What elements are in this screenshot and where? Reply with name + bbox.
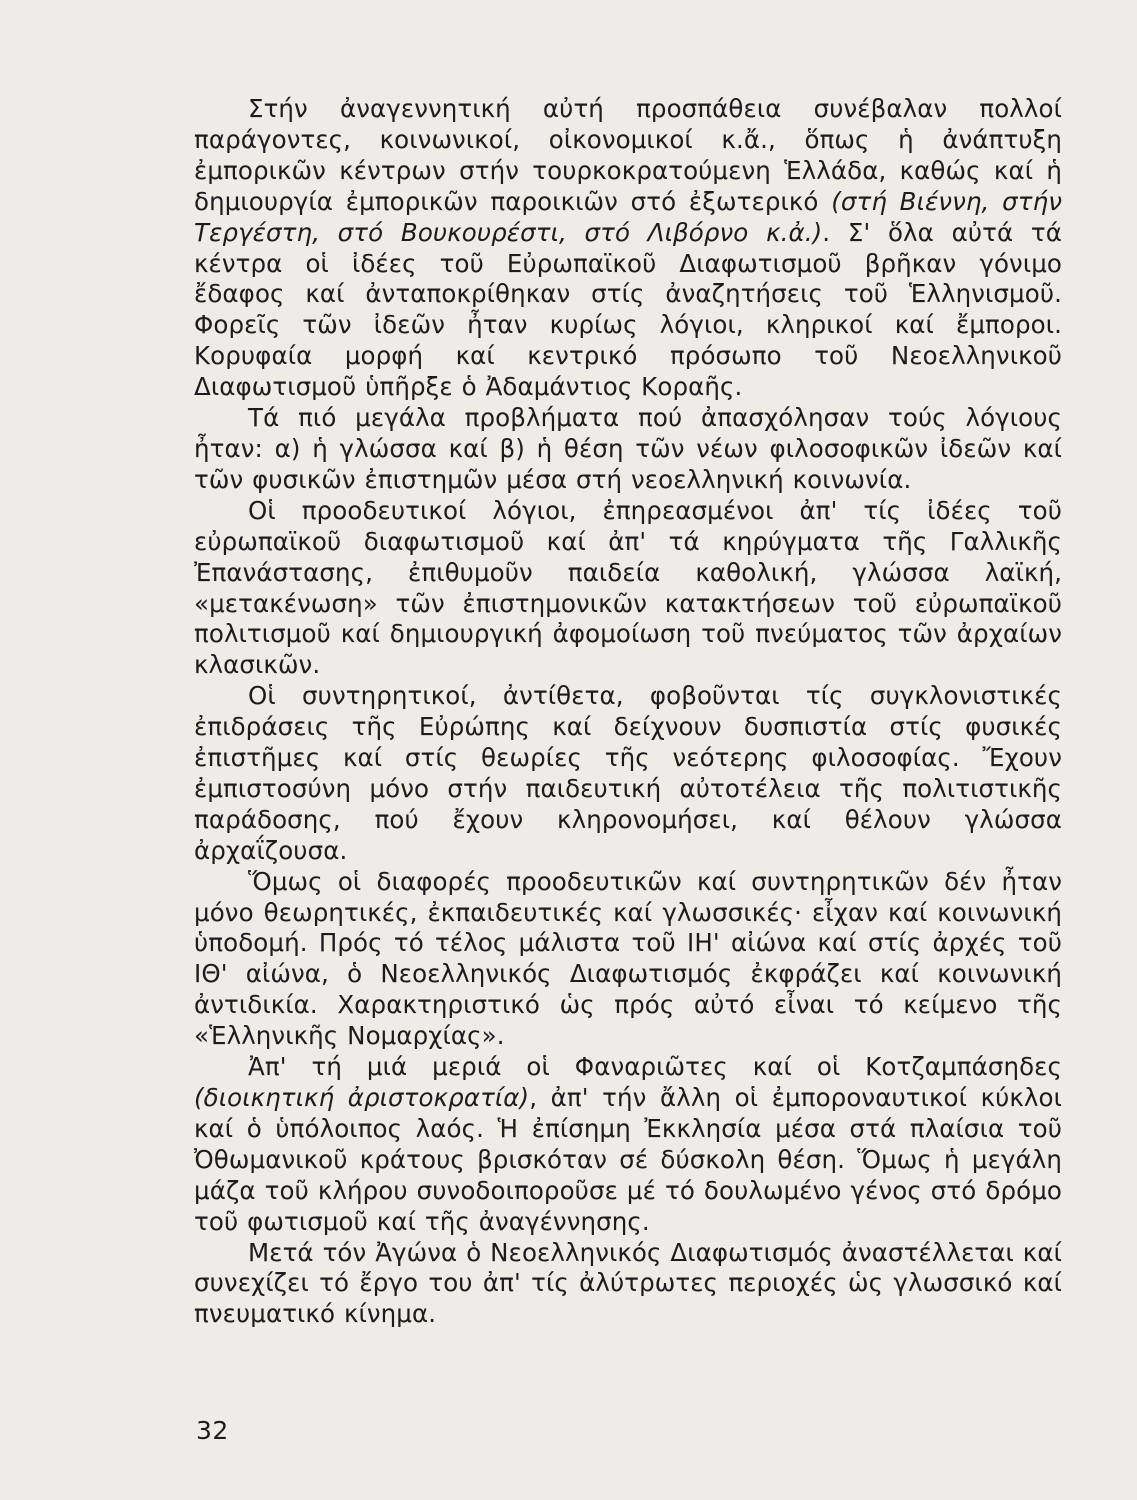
paragraph-3 — [194, 496, 1062, 681]
paragraph-5 — [194, 867, 1062, 1052]
paragraph-6-text-a: Ἀπ' τή μιά μεριά οἱ Φαναριῶτες καί οἱ Κοτζαμπάσηδες — [248, 1052, 1062, 1082]
paragraph-1 — [194, 94, 1062, 403]
page-number: 32 — [196, 1416, 229, 1445]
paragraph-2-text: Τά πιό μεγάλα προβλήματα πού ἀπασχόλησαν τούς λόγιους ἦταν: α) ἡ γλώσσα καί β) ἡ θέση τῶν νέων φιλοσοφικῶν ἰδεῶν καί τῶν φυσικῶν ἐπιστημῶν μέσα στή νεοελληνική κοινωνία. — [194, 403, 1062, 494]
paragraph-1-text-a: Στήν ἀναγεννητική αὐτή προσπάθεια συνέβαλαν πολλοί παράγοντες, κοινωνικοί, οἰκονομικοί κ.ἄ., ὅπως ἡ ἀνάπτυξη ἐμπορικῶν κέντρων στήν τουρκοκρατούμενη Ἑλλάδα, καθώς καί ἡ δημιουργία ἐμπορικῶν παροικιῶν στό ἐξωτερικό — [194, 94, 1062, 216]
paragraph-3-text: Οἱ προοδευτικοί λόγιοι, ἐπηρεασμένοι ἀπ' τίς ἰδέες τοῦ εὐρωπαϊκοῦ διαφωτισμοῦ καί ἀπ' τά κηρύγματα τῆς Γαλλικῆς Ἐπανάστασης, ἐπιθυμοῦν παιδεία καθολική, γλώσσα λαϊκή, «μετακένωση» τῶν ἐπιστημονικῶν κατακτήσεων τοῦ εὐρωπαϊκοῦ πολιτισμοῦ καί δημιουργική ἀφομοίωση τοῦ πνεύματος τῶν ἀρχαίων κλασικῶν. — [194, 495, 1062, 680]
paragraph-7 — [194, 1238, 1062, 1331]
paragraph-4 — [194, 681, 1062, 866]
paragraph-1-text-b: . Σ' ὅλα αὐτά τά κέντρα οἱ ἰδέες τοῦ Εὐρωπαϊκοῦ Διαφωτισμοῦ βρῆκαν γόνιμο ἔδαφος καί ἀνταποκρίθηκαν στίς ἀναζητήσεις τοῦ Ἑλληνισμοῦ. Φορεῖς τῶν ἰδεῶν ἦταν κυρίως λόγιοι, κληρικοί καί ἔμποροι. Κορυφαία μορφή καί κεντρικό πρόσωπο τοῦ Νεοελληνικοῦ Διαφωτισμοῦ ὑπῆρξε ὁ Ἀδαμάντιος Κοραῆς. — [194, 217, 1062, 402]
paragraph-4-text: Οἱ συντηρητικοί, ἀντίθετα, φοβοῦνται τίς συγκλονιστικές ἐπιδράσεις τῆς Εὐρώπης καί δείχνουν δυσπιστία στίς φυσικές ἐπιστῆμες καί στίς θεωρίες τῆς νεότερης φιλοσοφίας. Ἔχουν ἐμπιστοσύνη μόνο στήν παιδευτική αὐτοτέλεια τῆς πολιτιστικῆς παράδοσης, πού ἔχουν κληρονομήσει, καί θέλουν γλώσσα ἀρχαΐζουσα. — [194, 681, 1062, 865]
paragraph-7-text: Μετά τόν Ἀγώνα ὁ Νεοελληνικός Διαφωτισμός ἀναστέλλεται καί συνεχίζει τό ἔργο του ἀπ' τίς ἀλύτρωτες περιοχές ὡς γλωσσικό καί πνευματικό κίνημα. — [194, 1237, 1062, 1329]
paragraph-6-text-b: , ἀπ' τήν ἄλλη οἱ ἐμποροναυτικοί κύκλοι καί ὁ ὑπόλοιπος λαός. Ἡ ἐπίσημη Ἐκκλησία μέσα στά πλαίσια τοῦ Ὀθωμανικοῦ κράτους βρισκόταν σέ δύσκολη θέση. Ὅμως ἡ μεγάλη μάζα τοῦ κλήρου συνοδοιποροῦσε μέ τό δουλωμένο γένος στό δρόμο τοῦ φωτισμοῦ καί τῆς ἀναγέννησης. — [194, 1083, 1063, 1236]
paragraph-1-italic-cities: (στή Βιέννη, στήν Τεργέστη, στό Βουκουρέστι, στό Λιβόρνο κ.ἀ.) — [194, 186, 1062, 247]
paragraph-6-italic-aristocracy: (διοικητική ἀριστοκρατία) — [194, 1083, 530, 1112]
paragraph-6 — [194, 1052, 1062, 1237]
paragraph-5-text: Ὅμως οἱ διαφορές προοδευτικῶν καί συντηρητικῶν δέν ἦταν μόνο θεωρητικές, ἐκπαιδευτικές καί γλωσσικές· εἶχαν καί κοινωνική ὑποδομή. Πρός τό τέλος μάλιστα τοῦ ΙΗ' αἰώνα καί στίς ἀρχές τοῦ ΙΘ' αἰώνα, ὁ Νεοελληνικός Διαφωτισμός ἐκφράζει καί κοινωνική ἀντιδικία. Χαρακτηριστικό ὡς πρός αὐτό εἶναι τό κείμενο τῆς «Ἑλληνικῆς Νομαρχίας». — [194, 866, 1062, 1051]
body-text — [194, 94, 1062, 1330]
paragraph-2 — [194, 403, 1062, 496]
